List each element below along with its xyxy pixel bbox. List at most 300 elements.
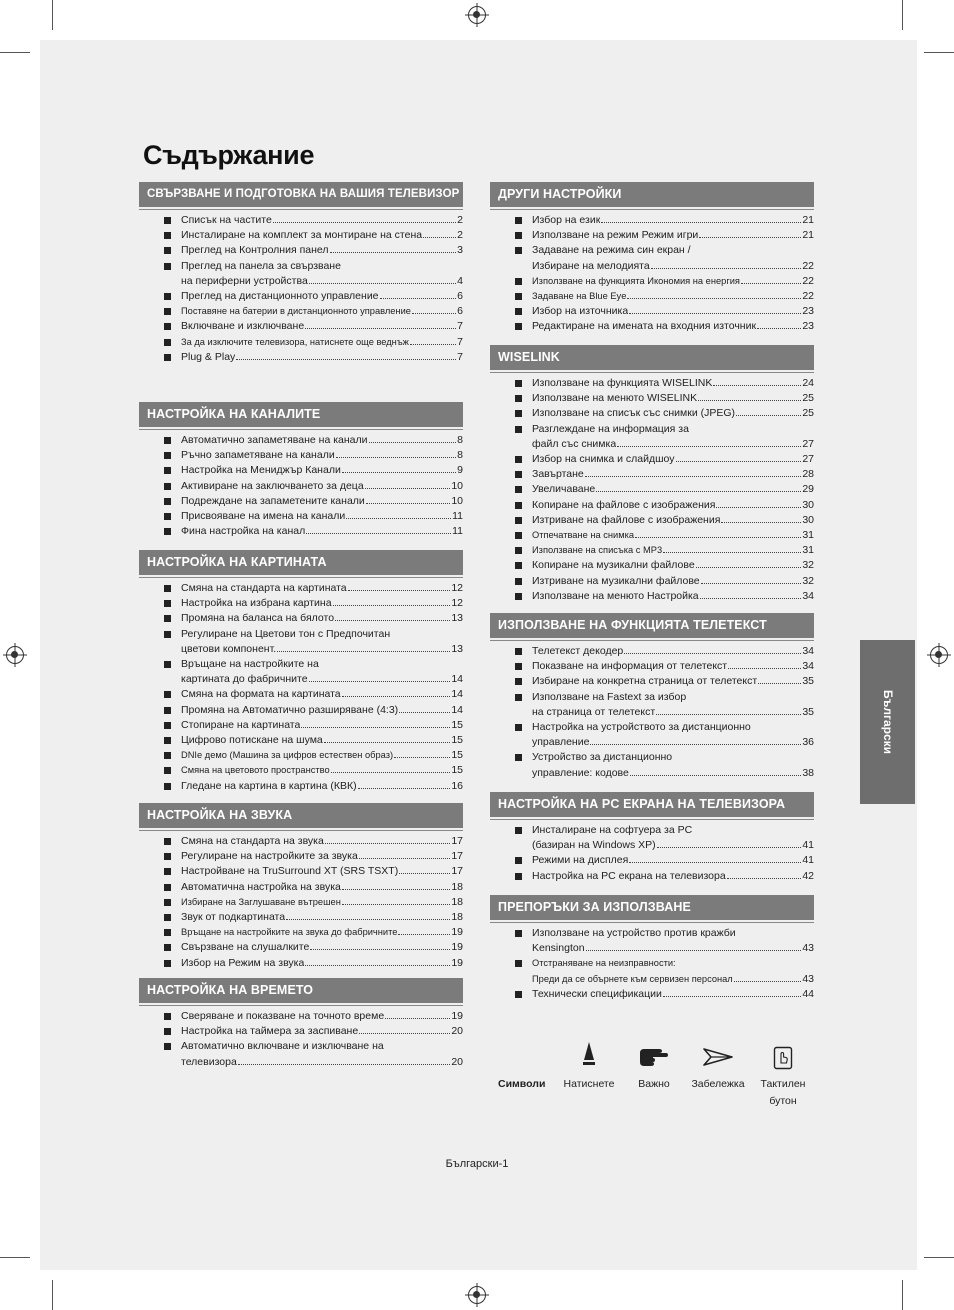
square-bullet-icon	[164, 467, 171, 474]
toc-entry-text: Промяна на баланса на бялото	[181, 612, 335, 625]
toc-page-number: 6	[457, 290, 463, 303]
toc-page-number: 22	[802, 274, 814, 287]
toc-entry[interactable]	[139, 940, 463, 955]
side-tab-label: Български	[880, 689, 895, 755]
toc-entry-text: Смяна на формата на картината	[181, 688, 341, 701]
dot-leader	[630, 775, 801, 776]
toc-entry-row	[532, 574, 814, 589]
toc-entry-row	[181, 304, 463, 319]
toc-page-number: 34	[802, 645, 814, 657]
dot-leader	[728, 668, 801, 669]
toc-page-number: 10	[451, 494, 463, 507]
toc-entry-text: Режими на дисплея	[532, 854, 629, 867]
toc-entry[interactable]	[490, 869, 814, 884]
toc-entry-row	[181, 494, 463, 509]
square-bullet-icon	[515, 278, 522, 285]
toc-entry[interactable]	[490, 319, 814, 334]
dot-leader	[713, 385, 801, 386]
toc-section	[139, 978, 463, 1070]
square-bullet-icon	[515, 694, 522, 701]
dot-leader	[663, 552, 801, 553]
dot-leader	[635, 537, 801, 538]
toc-entry[interactable]	[139, 925, 463, 940]
toc-entry-text: Избиране на Заглушаване вътрешен	[181, 896, 341, 907]
toc-page-number: 19	[451, 1010, 463, 1022]
toc-page-number: 32	[802, 574, 814, 587]
section-divider	[490, 819, 814, 820]
toc-entry-text: файл със снимка	[532, 437, 617, 450]
symbol-touch-button	[750, 1040, 816, 1120]
toc-entry[interactable]	[139, 289, 463, 304]
toc-entry-row	[181, 350, 463, 365]
toc-entry-row	[532, 467, 814, 482]
toc-entry[interactable]	[490, 467, 814, 482]
toc-entry[interactable]	[139, 524, 463, 539]
toc-entry[interactable]	[139, 509, 463, 524]
square-bullet-icon	[515, 724, 522, 731]
toc-entry[interactable]	[139, 733, 463, 748]
dot-leader	[336, 457, 456, 458]
section-heading: WISELINK	[490, 345, 814, 370]
dot-leader	[385, 1018, 450, 1019]
language-side-tab	[860, 640, 915, 804]
toc-entry[interactable]	[490, 574, 814, 589]
toc-entry-row	[181, 274, 463, 289]
symbol-label: Натиснете	[563, 1078, 615, 1090]
toc-entry-row	[181, 687, 463, 702]
toc-entry[interactable]	[490, 644, 814, 659]
section-heading: НАСТРОЙКА НА КАНАЛИТЕ	[139, 402, 463, 427]
toc-entry-text: Plug & Play	[181, 350, 236, 363]
toc-entry-row	[181, 524, 463, 539]
toc-entry[interactable]	[139, 880, 463, 895]
toc-entry[interactable]	[490, 482, 814, 497]
toc-entry[interactable]	[139, 243, 463, 258]
toc-entry-text: Връщане на настройките на звука до фабричните	[181, 927, 398, 938]
toc-entry-text: Звук от подкартината	[181, 911, 286, 924]
toc-page-number: 32	[802, 559, 814, 572]
dot-leader	[331, 772, 451, 773]
touch-button-icon	[773, 1046, 793, 1070]
dot-leader	[330, 252, 457, 253]
dot-leader	[734, 981, 802, 982]
toc-entry-row	[181, 289, 463, 304]
dot-leader	[398, 934, 450, 935]
square-bullet-icon	[515, 380, 522, 387]
toc-entry-text: Преди да се обърнете към сервизен персонал	[532, 973, 733, 984]
crop-mark	[52, 0, 53, 30]
toc-section	[490, 345, 814, 604]
toc-entry[interactable]	[490, 376, 814, 391]
toc-list	[490, 926, 814, 1002]
dot-leader	[342, 904, 450, 905]
toc-page-number: 4	[457, 274, 463, 287]
toc-entry-row	[532, 274, 814, 289]
toc-entry-text: Смяна на стандарта на картината	[181, 582, 347, 594]
square-bullet-icon	[515, 486, 522, 493]
dot-leader	[758, 683, 801, 684]
toc-entry[interactable]	[490, 956, 814, 986]
toc-entry-row	[181, 880, 463, 895]
toc-entry[interactable]	[490, 513, 814, 528]
dot-leader	[736, 415, 801, 416]
toc-entry[interactable]	[139, 1039, 463, 1069]
toc-page-number: 22	[802, 259, 814, 272]
square-bullet-icon	[515, 410, 522, 417]
section-divider	[139, 830, 463, 831]
toc-entry[interactable]	[139, 910, 463, 925]
toc-page-number: 34	[802, 660, 814, 673]
toc-entry[interactable]	[139, 657, 463, 687]
toc-page-number: 21	[802, 214, 814, 226]
square-bullet-icon	[515, 547, 522, 554]
toc-entry[interactable]	[490, 823, 814, 853]
dot-leader	[657, 847, 802, 848]
toc-page-number: 14	[451, 703, 463, 716]
toc-entry[interactable]	[490, 391, 814, 406]
toc-entry[interactable]	[490, 528, 814, 543]
toc-entry[interactable]	[139, 956, 463, 971]
page-title: Съдържание	[143, 140, 315, 170]
toc-entry[interactable]	[139, 479, 463, 494]
toc-entry[interactable]	[139, 718, 463, 733]
square-bullet-icon	[164, 691, 171, 698]
dot-leader	[629, 313, 801, 314]
toc-entry-row	[181, 228, 463, 243]
toc-page-number: 11	[452, 525, 463, 538]
section-heading: НАСТРОЙКА НА PC ЕКРАНА НА ТЕЛЕВИЗОРА	[490, 792, 814, 817]
toc-entry[interactable]	[490, 853, 814, 868]
dot-leader	[412, 313, 456, 314]
toc-page-number: 2	[457, 214, 463, 226]
note-arrow-icon	[703, 1048, 733, 1066]
toc-page-number: 38	[802, 766, 814, 779]
dot-leader	[359, 1033, 450, 1034]
dot-leader	[699, 237, 801, 238]
dot-leader	[358, 788, 451, 789]
square-bullet-icon	[164, 263, 171, 270]
toc-page-number: 18	[451, 911, 463, 924]
toc-entry-text: Използване на списъка с MP3	[532, 545, 663, 556]
crop-mark	[0, 52, 30, 53]
toc-section	[139, 803, 463, 971]
toc-entry[interactable]	[490, 422, 814, 452]
toc-entry-row	[181, 581, 463, 596]
toc-entry[interactable]	[139, 335, 463, 350]
dot-leader	[590, 744, 801, 745]
section-heading: НАСТРОЙКА НА ВРЕМЕТО	[139, 978, 463, 1003]
toc-entry[interactable]	[490, 674, 814, 689]
toc-entry[interactable]	[490, 720, 814, 750]
dot-leader	[651, 268, 802, 269]
toc-page-number: 9	[457, 464, 463, 477]
toc-entry-text: Избор на език	[532, 214, 601, 226]
toc-section	[139, 182, 463, 365]
toc-page-number: 19	[451, 956, 463, 969]
toc-entry[interactable]	[139, 627, 463, 657]
toc-page-number: 27	[802, 453, 814, 466]
symbol-label-line2: бутон	[769, 1095, 797, 1107]
dot-leader	[335, 620, 450, 621]
symbol-note	[686, 1040, 750, 1110]
toc-entry-text: Присвояване на имена на канали	[181, 510, 346, 523]
section-divider	[490, 640, 814, 641]
toc-entry[interactable]	[139, 864, 463, 879]
square-bullet-icon	[515, 991, 522, 998]
toc-entry[interactable]	[139, 611, 463, 626]
toc-entry-text: Използване на списък със снимки (JPEG)	[532, 407, 736, 420]
toc-entry-text: Смяна на цветовото пространство	[181, 765, 330, 776]
square-bullet-icon	[164, 452, 171, 459]
toc-entry[interactable]	[139, 319, 463, 334]
toc-entry-row	[532, 376, 814, 391]
toc-entry-text: Редактиране на имената на входния източник	[532, 320, 757, 333]
section-heading: ДРУГИ НАСТРОЙКИ	[490, 182, 814, 207]
toc-entry-text: на страница от телетекст	[532, 705, 656, 718]
square-bullet-icon	[164, 323, 171, 330]
toc-list	[139, 213, 463, 365]
dot-leader	[324, 742, 451, 743]
toc-entry-row	[532, 644, 814, 659]
toc-page-number: 43	[802, 942, 814, 955]
toc-entry-text: Свързване на слушалките	[181, 941, 310, 954]
square-bullet-icon	[164, 1013, 171, 1020]
toc-list	[139, 433, 463, 539]
toc-entry-text: картината до фабричните	[181, 673, 308, 686]
toc-page-number: 15	[451, 734, 463, 747]
toc-page-number: 23	[802, 320, 814, 333]
toc-entry[interactable]	[490, 558, 814, 573]
toc-page-number: 43	[802, 972, 814, 985]
toc-entry-text-line1: Устройство за дистанционно	[532, 751, 673, 764]
dot-leader	[238, 1064, 451, 1065]
toc-entry[interactable]	[490, 228, 814, 243]
toc-page-number: 28	[802, 468, 814, 481]
toc-page-number: 7	[457, 350, 463, 363]
dot-leader	[656, 714, 801, 715]
toc-entry-text: Използване на режим Режим игри	[532, 229, 699, 242]
toc-entry-row	[181, 940, 463, 955]
toc-entry-row	[181, 1024, 463, 1039]
dot-leader	[698, 400, 801, 401]
toc-page-number: 34	[802, 589, 814, 602]
toc-entry[interactable]	[490, 452, 814, 467]
toc-entry-text: Избор на снимка и слайдшоу	[532, 453, 675, 466]
toc-page-number: 7	[457, 320, 463, 333]
toc-entry-text: Избиране на мелодията	[532, 259, 650, 272]
dot-leader	[309, 681, 451, 682]
toc-entry[interactable]	[139, 849, 463, 864]
toc-entry[interactable]	[139, 596, 463, 611]
toc-entry-row	[532, 705, 814, 720]
toc-entry[interactable]	[139, 259, 463, 289]
section-divider	[490, 209, 814, 210]
toc-entry-row	[532, 391, 814, 406]
toc-page-number: 17	[451, 850, 463, 863]
toc-entry-text: Включване и изключване	[181, 320, 305, 333]
toc-entry-row	[181, 1009, 463, 1024]
square-bullet-icon	[164, 838, 171, 845]
toc-entry-row	[532, 853, 814, 868]
toc-entry[interactable]	[139, 433, 463, 448]
square-bullet-icon	[164, 293, 171, 300]
symbols-legend	[490, 1040, 820, 1120]
toc-entry-row	[532, 987, 814, 1002]
symbol-label-line1: Тактилен	[760, 1078, 806, 1090]
toc-page-number: 13	[451, 642, 463, 655]
toc-entry-text: Показване на информация от телетекст	[532, 660, 728, 673]
toc-entry[interactable]	[490, 659, 814, 674]
toc-section	[490, 792, 814, 884]
toc-entry[interactable]	[139, 448, 463, 463]
toc-entry[interactable]	[139, 779, 463, 794]
toc-entry[interactable]	[139, 213, 463, 228]
square-bullet-icon	[515, 663, 522, 670]
toc-entry[interactable]	[490, 243, 814, 273]
toc-entry-text: Фина настройка на канал	[181, 525, 306, 538]
toc-entry[interactable]	[490, 289, 814, 304]
dot-leader	[585, 476, 802, 477]
section-divider	[139, 429, 463, 430]
dot-leader	[757, 328, 801, 329]
toc-entry-text: Телетекст декодер	[532, 645, 624, 657]
toc-entry-row	[181, 733, 463, 748]
dot-leader	[676, 461, 802, 462]
toc-entry[interactable]	[490, 406, 814, 421]
toc-entry[interactable]	[139, 703, 463, 718]
toc-entry[interactable]	[139, 834, 463, 849]
dot-leader	[629, 862, 801, 863]
toc-entry-row	[532, 319, 814, 334]
toc-page-number: 15	[451, 718, 463, 731]
toc-entry[interactable]	[139, 687, 463, 702]
toc-entry-text: управление: кодове	[532, 766, 629, 779]
toc-entry-text: Технически спецификации	[532, 987, 662, 1000]
toc-entry[interactable]	[139, 1009, 463, 1024]
toc-page-number: 31	[802, 529, 814, 542]
dot-leader	[721, 522, 801, 523]
toc-entry-text: Ръчно запаметяване на канали	[181, 449, 335, 462]
toc-entry-row	[532, 513, 814, 528]
toc-entry[interactable]	[139, 228, 463, 243]
toc-entry[interactable]	[139, 748, 463, 763]
toc-entry-row	[181, 1055, 463, 1070]
toc-entry[interactable]	[490, 926, 814, 956]
toc-entry-text: Отпечатване на снимка	[532, 530, 635, 541]
toc-entry[interactable]	[490, 304, 814, 319]
square-bullet-icon	[164, 914, 171, 921]
toc-page-number: 20	[451, 1025, 463, 1038]
toc-entry-row	[181, 895, 463, 910]
dot-leader	[342, 696, 451, 697]
toc-entry[interactable]	[490, 690, 814, 720]
crop-mark	[0, 1257, 30, 1258]
dot-leader	[399, 873, 450, 874]
dot-leader	[236, 359, 456, 360]
section-heading: СВЪРЗВАНЕ И ПОДГОТОВКА НА ВАШИЯ ТЕЛЕВИЗОР	[139, 182, 463, 207]
square-bullet-icon	[515, 562, 522, 569]
crop-mark	[52, 1280, 53, 1310]
toc-entry[interactable]	[139, 895, 463, 910]
square-bullet-icon	[164, 707, 171, 714]
dot-leader	[423, 237, 456, 238]
toc-page-number: 29	[802, 483, 814, 496]
dot-leader	[346, 518, 451, 519]
toc-entry[interactable]	[490, 498, 814, 513]
square-bullet-icon	[164, 232, 171, 239]
toc-page-number: 17	[451, 865, 463, 878]
toc-entry-row	[181, 956, 463, 971]
toc-page-number: 30	[802, 498, 814, 511]
toc-page-number: 8	[457, 449, 463, 462]
dot-leader	[359, 858, 451, 859]
toc-entry[interactable]	[139, 494, 463, 509]
toc-page-number: 44	[802, 987, 814, 1000]
toc-entry[interactable]	[490, 589, 814, 604]
crop-mark	[924, 1257, 954, 1258]
toc-page-number: 19	[451, 926, 463, 939]
toc-page-number: 12	[451, 582, 463, 594]
toc-entry-row	[532, 406, 814, 421]
symbol-label: Важно	[638, 1078, 670, 1090]
toc-entry-text: Автоматично запаметяване на канали	[181, 434, 368, 446]
square-bullet-icon	[164, 513, 171, 520]
square-bullet-icon	[164, 884, 171, 891]
toc-page-number: 10	[451, 479, 463, 492]
toc-entry[interactable]	[139, 350, 463, 365]
toc-entry-text: Сверяване и показване на точното време	[181, 1010, 385, 1022]
square-bullet-icon	[515, 517, 522, 524]
toc-entry[interactable]	[490, 750, 814, 780]
toc-entry[interactable]	[490, 213, 814, 228]
toc-entry-row	[532, 482, 814, 497]
toc-entry[interactable]	[139, 763, 463, 778]
toc-entry[interactable]	[139, 581, 463, 596]
toc-entry[interactable]	[139, 1024, 463, 1039]
square-bullet-icon	[164, 960, 171, 967]
toc-entry-row	[181, 849, 463, 864]
toc-entry[interactable]	[139, 304, 463, 319]
toc-entry-row	[532, 674, 814, 689]
toc-page-number: 27	[802, 437, 814, 450]
toc-entry-text: Преглед на дистанционното управление	[181, 290, 379, 303]
toc-entry-row	[181, 509, 463, 524]
toc-entry-row	[181, 479, 463, 494]
section-heading: ИЗПОЛЗВАНЕ НА ФУНКЦИЯТА ТЕЛЕТЕКСТ	[490, 613, 814, 638]
toc-entry-text: Kensington	[532, 942, 585, 955]
toc-entry[interactable]	[490, 987, 814, 1002]
toc-entry-text-line1: Регулиране на Цветови тон с Предпочитан	[181, 627, 391, 640]
toc-entry[interactable]	[490, 274, 814, 289]
square-bullet-icon	[515, 217, 522, 224]
toc-section	[490, 895, 814, 1002]
toc-entry-text-line1: Използване на Fastext за избор	[532, 690, 687, 703]
toc-entry-text: Изтриване на музикални файлове	[532, 574, 700, 587]
toc-entry-text: на периферни устройства	[181, 274, 308, 287]
toc-entry-text: Инсталиране на комплект за монтиране на стена	[181, 229, 423, 242]
toc-entry[interactable]	[139, 463, 463, 478]
toc-entry[interactable]	[490, 543, 814, 558]
toc-list	[139, 1009, 463, 1070]
dot-leader	[700, 598, 802, 599]
symbol-label	[750, 1076, 816, 1110]
toc-page-number: 15	[451, 749, 463, 762]
toc-page-number: 21	[802, 229, 814, 242]
dot-leader	[624, 653, 801, 654]
toc-entry-row	[532, 941, 814, 956]
toc-entry-row	[181, 433, 463, 448]
section-divider	[490, 372, 814, 373]
